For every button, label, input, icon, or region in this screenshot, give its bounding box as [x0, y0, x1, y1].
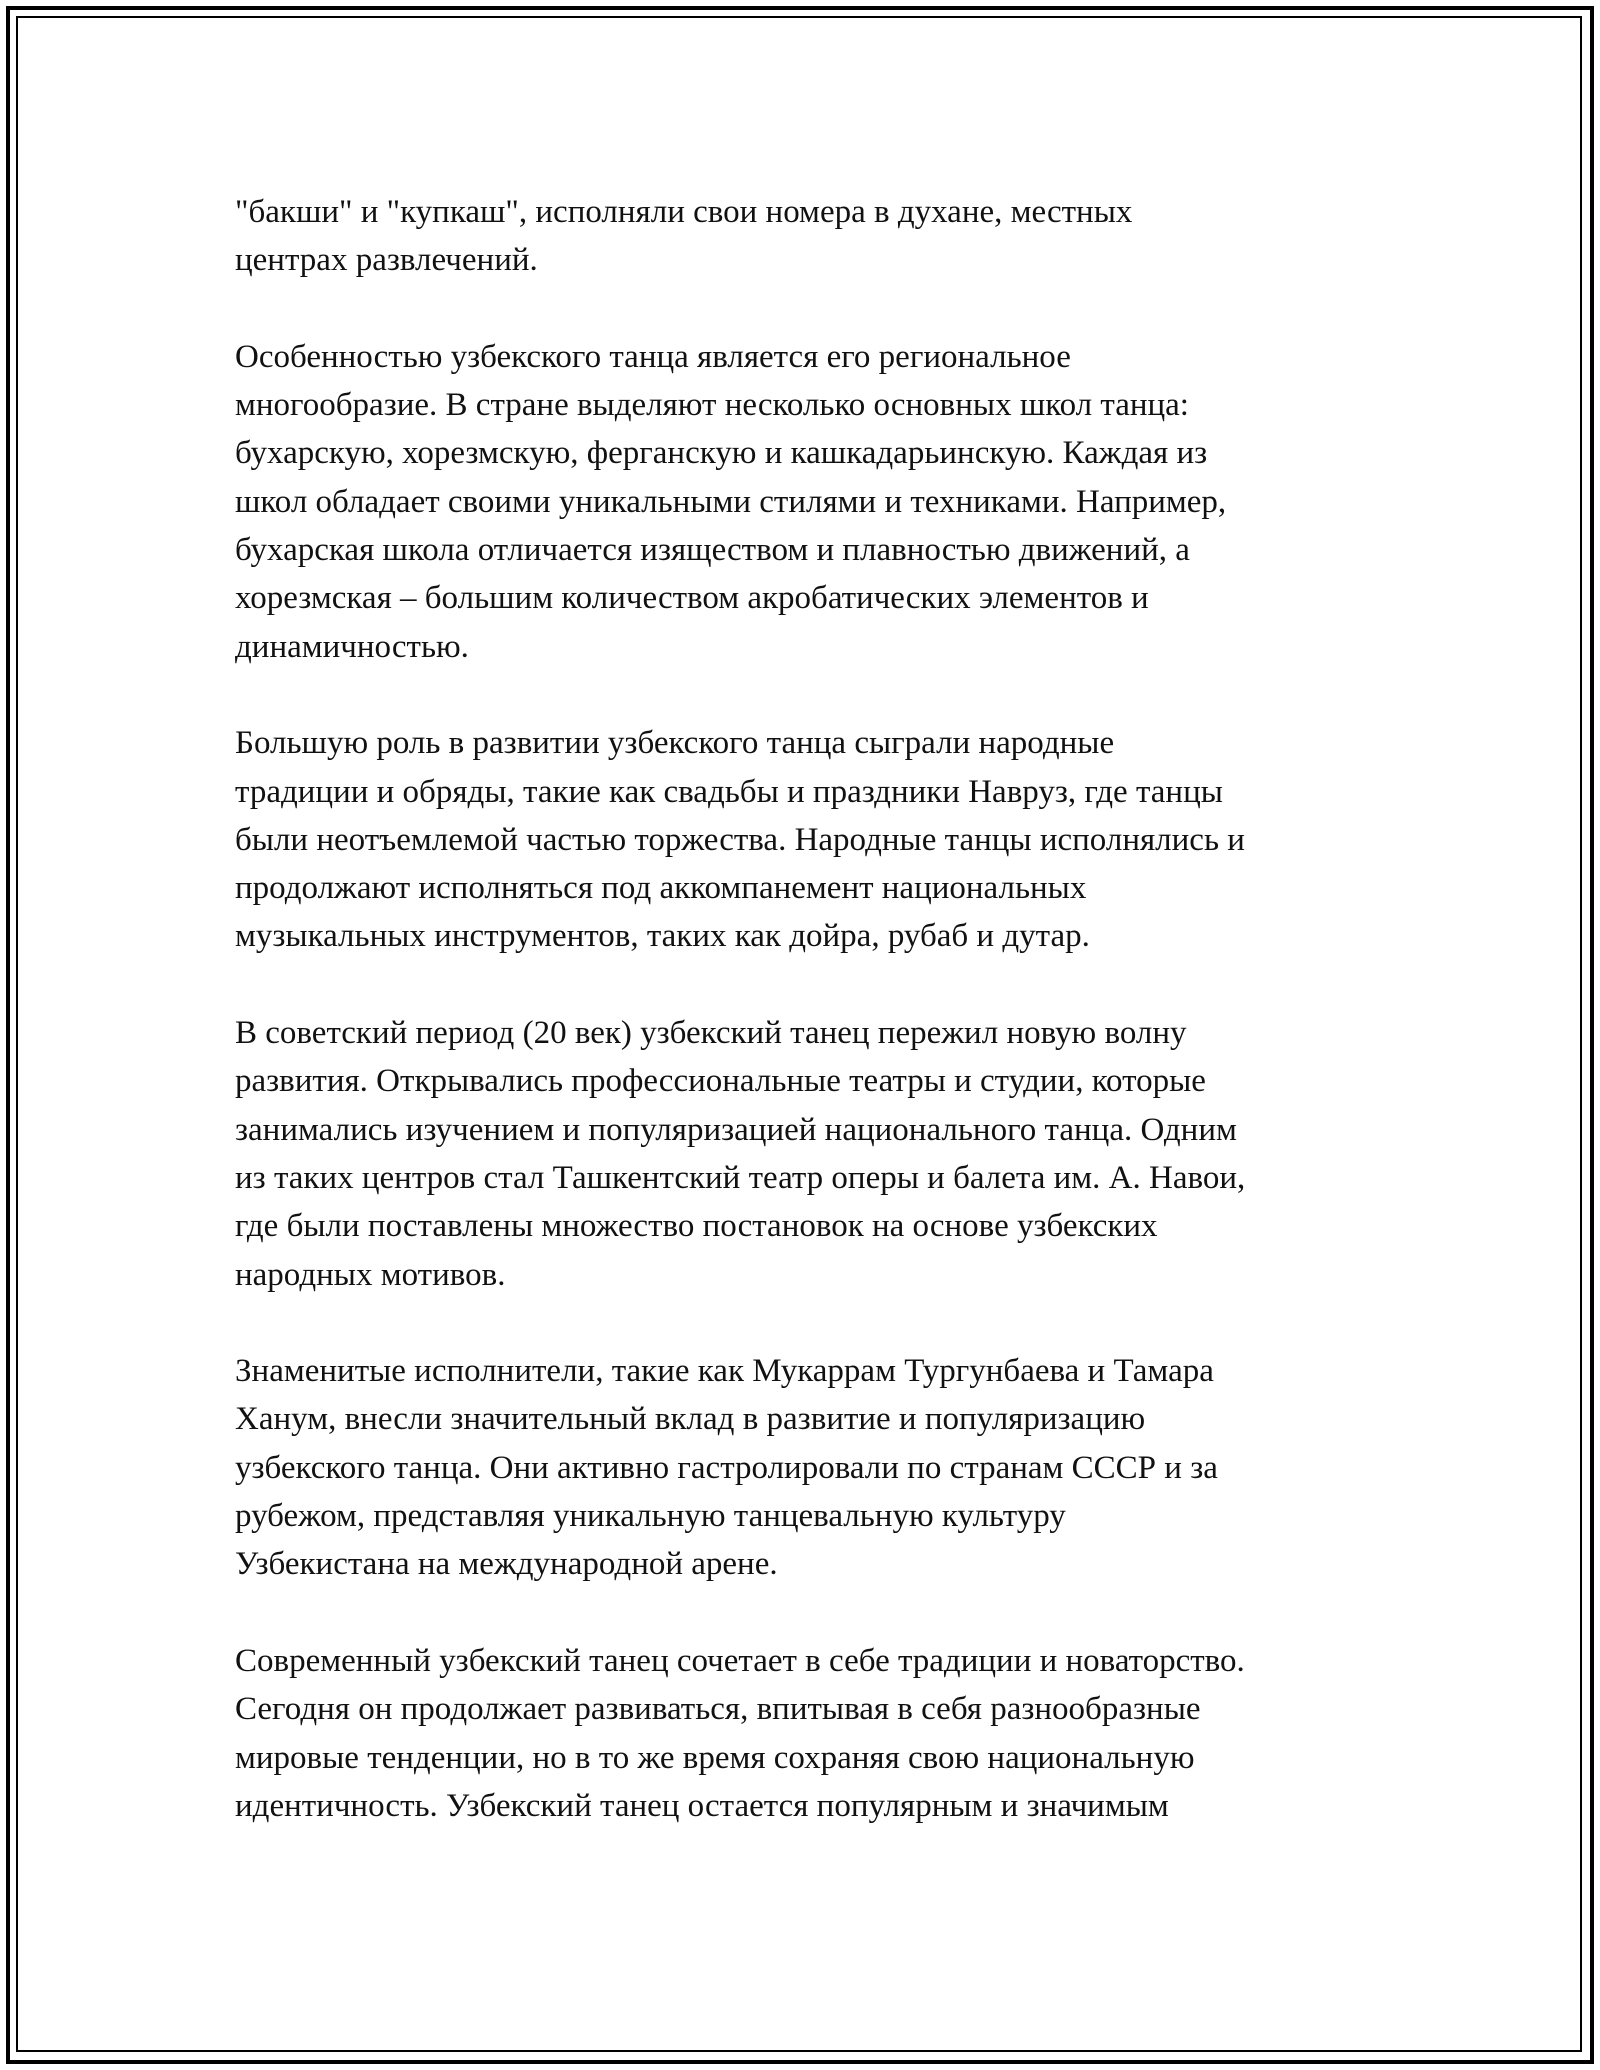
text-line: продолжают исполняться под аккомпанемент национальных: [235, 870, 1087, 907]
paragraph-gap: [235, 961, 1380, 1009]
text-line: мировые тенденции, но в то же время сохраняя свою национальную: [235, 1739, 1195, 1776]
paragraph-gap: [235, 1589, 1380, 1637]
text-line: центрах развлечений.: [235, 242, 538, 279]
paragraph: [235, 333, 1380, 671]
text-line: музыкальных инструментов, таких как дойра, рубаб и дутар.: [235, 918, 1090, 955]
paragraph: [235, 188, 1380, 285]
text-line: Узбекистана на международной арене.: [235, 1546, 778, 1583]
text-line: динамичностью.: [235, 628, 469, 665]
text-line: были неотъемлемой частью торжества. Народные танцы исполнялись и: [235, 821, 1245, 858]
text-line: Особенностью узбекского танца является его региональное: [235, 338, 1071, 375]
text-line: рубежом, представляя уникальную танцевальную культуру: [235, 1498, 1066, 1535]
text-line: Современный узбекский танец сочетает в себе традиции и новаторство.: [235, 1642, 1245, 1679]
text-line: Знаменитые исполнители, такие как Мукаррам Тургунбаева и Тамара: [235, 1353, 1214, 1390]
text-line: "бакши" и "купкаш", исполняли свои номера в духане, местных: [235, 194, 1133, 230]
text-line: бухарская школа отличается изяществом и плавностью движений, а: [235, 532, 1190, 569]
text-line: Большую роль в развитии узбекского танца сыграли народные: [235, 725, 1115, 762]
paragraph: [235, 719, 1380, 960]
paragraph-gap: [235, 671, 1380, 719]
paragraph-gap: [235, 1299, 1380, 1347]
text-line: занимались изучением и популяризацией национального танца. Одним: [235, 1111, 1237, 1148]
text-line: В советский период (20 век) узбекский танец пережил новую волну: [235, 1015, 1187, 1052]
paragraph-gap: [235, 285, 1380, 333]
text-line: многообразие. В стране выделяют несколько основных школ танца:: [235, 387, 1189, 424]
text-line: традиции и обряды, такие как свадьбы и праздники Навруз, где танцы: [235, 773, 1223, 810]
text-line: школ обладает своими уникальными стилями и техниками. Например,: [235, 483, 1227, 520]
paragraph: [235, 1637, 1380, 1830]
paragraph: [235, 1009, 1380, 1299]
text-line: народных мотивов.: [235, 1256, 506, 1293]
text-line: хорезмская – большим количеством акробатических элементов и: [235, 580, 1149, 617]
text-line: бухарскую, хорезмскую, ферганскую и кашкадарьинскую. Каждая из: [235, 435, 1208, 472]
text-line: где были поставлены множество постановок на основе узбекских: [235, 1208, 1158, 1245]
text-line: Ханум, внесли значительный вклад в развитие и популяризацию: [235, 1401, 1146, 1438]
text-line: узбекского танца. Они активно гастролировали по странам СССР и за: [235, 1449, 1218, 1486]
document-body: [235, 188, 1380, 1830]
text-line: идентичность. Узбекский танец остается популярным и значимым: [235, 1787, 1169, 1824]
paragraph: [235, 1347, 1380, 1588]
text-line: развития. Открывались профессиональные театры и студии, которые: [235, 1063, 1206, 1100]
text-line: из таких центров стал Ташкентский театр оперы и балета им. А. Навои,: [235, 1159, 1246, 1196]
text-line: Сегодня он продолжает развиваться, впитывая в себя разнообразные: [235, 1691, 1201, 1728]
